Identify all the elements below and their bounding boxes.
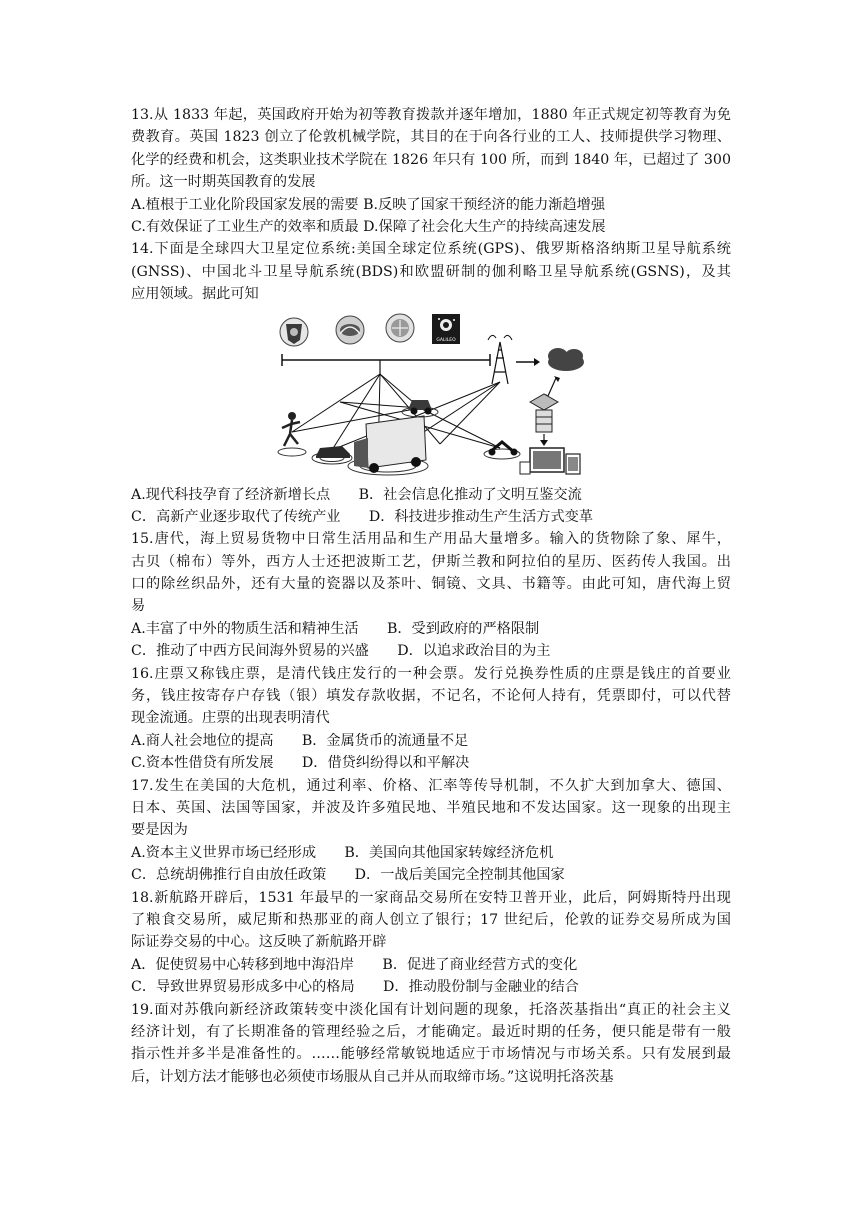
question-19-stem-line: 19.面对苏俄向新经济政策转变中淡化国有计划问题的现象，托洛茨基指出“真正的社会主义 <box>131 1001 731 1018</box>
question-19-stem-line: 后，计划方法才能够也必须使市场服从自己并从而取缔市场。”这说明托洛茨基 <box>131 1068 614 1085</box>
truck-icon <box>348 416 428 475</box>
question-16-option-cd: C.资本性借贷有所发展 D．借贷纠纷得以和平解决 <box>131 755 470 772</box>
signal-tower-icon <box>488 335 512 384</box>
question-17-option-cd: C．总统胡佛推行自由放任政策 D．一战后美国完全控制其他国家 <box>131 867 565 884</box>
question-14-stem-line: (GNSS)、中国北斗卫星导航系统(BDS)和欧盟研制的伽利略卫星导航系统(GSNS)，及其 <box>131 263 731 280</box>
question-13-stem-line: 化学的经费和机会，这类职业技术学院在 1826 年只有 100 所，而到 1840 年，已超过了 300 <box>131 151 731 168</box>
question-14 <box>131 238 731 528</box>
question-16 <box>131 663 731 775</box>
question-19-stem-line: 经济计划，有了长期准备的管理经验之后，才能确定。最近时期的任务，便只能是带有一般 <box>131 1023 731 1040</box>
question-16-stem-line: 16.庄票又称钱庄票，是清代钱庄发行的一种会票。发行兑换券性质的庄票是钱庄的首要业 <box>131 665 731 682</box>
gps-logo-icon <box>280 318 308 346</box>
glonass-logo-icon <box>336 316 364 344</box>
question-18-option-cd: C．导致世界贸易形成多中心的格局 D．推动股份制与金融业的结合 <box>131 979 579 996</box>
question-18-stem-line: 了粮食交易所，威尼斯和热那亚的商人创立了银行；17 世纪后，伦敦的证券交易所成为国 <box>131 911 731 928</box>
question-14-option-ab: A.现代科技孕育了经济新增长点 B．社会信息化推动了文明互鉴交流 <box>131 486 582 503</box>
question-13-stem-line: 所。这一时期英国教育的发展 <box>131 174 316 191</box>
question-18 <box>131 887 731 999</box>
question-15-option-ab: A.丰富了中外的物质生活和精神生活 B．受到政府的严格限制 <box>131 620 540 637</box>
question-16-stem-line: 务，钱庄按寄存户存钱（银）填发存款收据，不记名，不论何人持有，凭票即付，可以代替 <box>131 688 731 705</box>
arrow-right-icon <box>516 358 540 366</box>
question-17-stem-line: 17.发生在美国的大危机，通过利率、价格、汇率等传导机制，不久扩大到加拿大、德国、 <box>131 777 731 794</box>
question-14-option-cd: C．高新产业逐步取代了传统产业 D．科技进步推动生产生活方式变革 <box>131 508 594 525</box>
question-17 <box>131 775 731 887</box>
question-17-stem-line: 要是因为 <box>131 822 188 839</box>
question-13-option-ab: A.植根于工业化阶段国家发展的需要 B.反映了国家干预经济的能力渐趋增强 <box>131 196 606 213</box>
question-18-stem-line: 18.新航路开辟后，1531 年最早的一家商品交易所在安特卫普开业，此后，阿姆斯特丹出现 <box>131 889 731 906</box>
car-icon <box>312 446 352 464</box>
arrow-down-icon <box>540 434 548 446</box>
devices-icon <box>520 448 580 474</box>
cloud-server-icon <box>548 348 584 371</box>
question-15-option-cd: C．推动了中西方民间海外贸易的兴盛 D．以追求政治目的为主 <box>131 643 551 660</box>
question-15-stem-line: 古贝（棉布）等外，西方人士还把波斯工艺，伊斯兰教和阿拉伯的星历、医药传人我国。出 <box>131 553 731 570</box>
exam-page <box>131 104 731 1088</box>
question-15-stem-line: 15.唐代，海上贸易货物中日常生活用品和生产用品大量增多。输入的货物除了象、犀牛， <box>131 531 731 548</box>
question-14-stem-line: 应用领域。据此可知 <box>131 286 259 303</box>
question-19 <box>131 999 731 1089</box>
question-18-stem-line: 际证券交易的中心。这反映了新航路开辟 <box>131 934 387 951</box>
question-14-stem-line: 14.下面是全球四大卫星定位系统:美国全球定位系统(GPS)、俄罗斯格洛纳斯卫星导航系统 <box>131 241 731 258</box>
runner-icon <box>278 412 306 456</box>
question-17-option-ab: A.资本主义世界市场已经形成 B．美国向其他国家转嫁经济危机 <box>131 844 554 861</box>
question-16-stem-line: 现金流通。庄票的出现表明清代 <box>131 710 330 727</box>
question-19-stem-line: 指示性并多半是准备性的。……能够经常敏锐地适应于市场情况与市场关系。只有发展到最 <box>131 1046 731 1063</box>
question-13-stem-line: 13.从 1833 年起，英国政府开始为初等教育拨款并逐年增加，1880 年正式规定初等教育为免 <box>131 107 731 123</box>
question-17-stem-line: 日本、英国、法国等国家，并波及许多殖民地、半殖民地和不发达国家。这一现象的出现主 <box>131 799 731 816</box>
question-13 <box>131 104 731 238</box>
question-13-stem-line: 费教育。英国 1823 创立了伦敦机械学院，其目的在于向各行业的工人、技师提供学习物理、 <box>131 129 731 146</box>
question-15 <box>131 528 731 662</box>
galileo-logo-label: GALILEO <box>436 337 456 343</box>
satellite-signal-bar <box>282 354 490 374</box>
question-13-option-cd: C.有效保证了工业生产的效率和质最 D.保障了社会化大生产的持续高速发展 <box>131 218 606 235</box>
database-icon <box>530 394 558 432</box>
satellite-navigation-figure <box>270 312 596 478</box>
question-15-stem-line: 口的除丝织品外，还有大量的瓷器以及茶叶、铜镜、文具、书籍等。由此可知，唐代海上贸 <box>131 576 731 593</box>
question-16-option-ab: A.商人社会地位的提高 B．金属货币的流通量不足 <box>131 732 469 749</box>
galileo-logo-icon <box>432 314 460 344</box>
beidou-logo-icon <box>386 314 414 342</box>
question-18-option-ab: A．促使贸易中心转移到地中海沿岸 B．促进了商业经营方式的变化 <box>131 956 578 973</box>
question-15-stem-line: 易 <box>131 598 146 615</box>
